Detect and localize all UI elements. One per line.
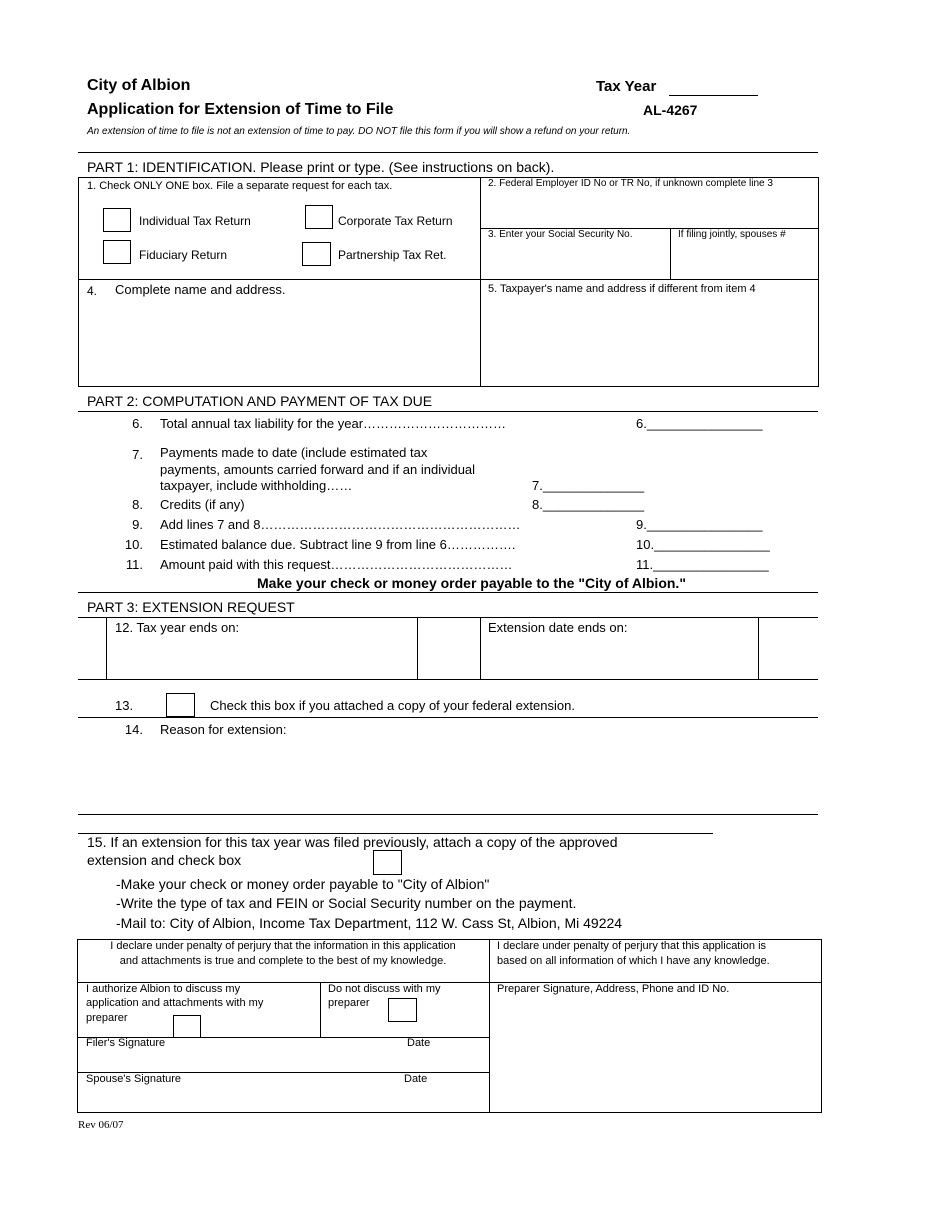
spouse-ssn-label: If filing jointly, spouses # — [678, 229, 786, 240]
line6-field[interactable]: 6.________________ — [636, 416, 763, 431]
line4-label: Complete name and address. — [115, 282, 286, 297]
grid-divider — [78, 279, 819, 280]
line14-number: 14. — [124, 722, 143, 737]
partnership-checkbox[interactable] — [302, 242, 331, 266]
part1-heading: PART 1: IDENTIFICATION. Please print or type. (See instructions on back). — [87, 159, 555, 175]
partnership-label: Partnership Tax Ret. — [338, 248, 447, 262]
grid-divider — [78, 617, 818, 618]
corporate-label: Corporate Tax Return — [338, 214, 453, 228]
extension-notice: An extension of time to file is not an extension of time to pay. DO NOT file this form if you will show a refund on your return. — [87, 126, 631, 137]
line7-label-3: taxpayer, include withholding…… — [160, 478, 353, 493]
revision-date: Rev 06/07 — [78, 1119, 124, 1131]
grid-divider — [489, 939, 490, 1113]
preparer-declaration-2: based on all information of which I have any knowledge. — [497, 955, 770, 967]
corporate-checkbox[interactable] — [305, 205, 333, 229]
line7-field[interactable]: 7.______________ — [532, 478, 645, 493]
grid-divider — [320, 982, 321, 1037]
grid-divider — [480, 617, 481, 679]
individual-label: Individual Tax Return — [139, 214, 251, 228]
line11-label: Amount paid with this request…………………………………… — [160, 557, 513, 572]
city-name: City of Albion — [87, 77, 191, 94]
line1-label: 1. Check ONLY ONE box. File a separate request for each tax. — [87, 180, 393, 192]
line8-label: Credits (if any) — [160, 497, 245, 512]
spouse-signature-label: Spouse's Signature — [86, 1073, 182, 1085]
no-discuss-text-1: Do not discuss with my — [328, 983, 441, 995]
line13-label: Check this box if you attached a copy of your federal extension. — [210, 698, 575, 713]
instruction-mail-to: -Mail to: City of Albion, Income Tax Department, 112 W. Cass St, Albion, Mi 49224 — [116, 915, 623, 931]
line8-field[interactable]: 8.______________ — [532, 497, 645, 512]
line10-field[interactable]: 10.________________ — [636, 537, 770, 552]
divider — [78, 717, 818, 718]
line9-label: Add lines 7 and 8…………………………………………………… — [160, 517, 521, 532]
grid-divider — [758, 617, 759, 679]
line15-text-1: 15. If an extension for this tax year was filed previously, attach a copy of the approved — [87, 834, 618, 850]
previous-extension-checkbox[interactable] — [373, 850, 402, 875]
tax-year-label: Tax Year — [596, 78, 657, 95]
preparer-declaration-1: I declare under penalty of perjury that this application is — [497, 940, 767, 952]
line6-label: Total annual tax liability for the year…………………………… — [160, 416, 507, 431]
line11-field[interactable]: 11.________________ — [636, 557, 769, 572]
line2-label: 2. Federal Employer ID No or TR No, if unknown complete line 3 — [488, 178, 773, 189]
line14-label: Reason for extension: — [160, 722, 287, 737]
grid-divider — [480, 177, 481, 387]
line5-label: 5. Taxpayer's name and address if different from item 4 — [488, 283, 756, 295]
form-number: AL-4267 — [643, 102, 698, 118]
part3-heading: PART 3: EXTENSION REQUEST — [87, 599, 295, 615]
payable-note: Make your check or money order payable to the "City of Albion." — [257, 575, 686, 591]
line11-number: 11. — [125, 557, 143, 572]
reason-field[interactable] — [78, 814, 818, 815]
authorize-text-1: I authorize Albion to discuss my — [86, 983, 241, 995]
individual-checkbox[interactable] — [103, 208, 131, 232]
line15-text-2: extension and check box — [87, 852, 242, 868]
divider — [78, 592, 818, 593]
grid-divider — [106, 617, 107, 679]
filer-signature-label: Filer's Signature — [86, 1037, 166, 1049]
line10-number: 10. — [124, 537, 143, 552]
line6-number: 6. — [132, 416, 143, 431]
divider — [78, 152, 818, 153]
grid-divider — [670, 228, 671, 279]
line9-field[interactable]: 9.________________ — [636, 517, 763, 532]
tax-year-field[interactable] — [669, 95, 758, 96]
line3-label: 3. Enter your Social Security No. — [488, 229, 633, 240]
authorize-text-2: application and attachments with my — [86, 997, 264, 1009]
authorize-discuss-checkbox[interactable] — [173, 1015, 201, 1038]
instruction-payable: -Make your check or money order payable to "City of Albion" — [116, 876, 490, 892]
authorize-text-3: preparer — [86, 1012, 128, 1024]
grid-divider — [78, 679, 818, 680]
part2-heading: PART 2: COMPUTATION AND PAYMENT OF TAX DUE — [87, 393, 433, 409]
extension-date-label: Extension date ends on: — [488, 620, 628, 635]
federal-extension-checkbox[interactable] — [166, 693, 195, 717]
instruction-write-tax-type: -Write the type of tax and FEIN or Social Security number on the payment. — [116, 895, 577, 911]
no-discuss-checkbox[interactable] — [388, 998, 417, 1022]
line13-number: 13. — [115, 698, 134, 713]
line7-number: 7. — [132, 447, 143, 462]
line8-number: 8. — [132, 497, 143, 512]
line4-number: 4. — [87, 284, 98, 298]
filer-declaration-2: and attachments is true and complete to the best of my knowledge. — [119, 955, 447, 967]
preparer-signature-label: Preparer Signature, Address, Phone and ID No. — [497, 983, 730, 995]
grid-divider — [417, 617, 418, 679]
line12-label: 12. Tax year ends on: — [115, 620, 240, 635]
line7-label-2: payments, amounts carried forward and if an individual — [160, 462, 476, 477]
form-title: Application for Extension of Time to File — [87, 101, 394, 118]
line10-label: Estimated balance due. Subtract line 9 from line 6……………. — [160, 537, 516, 552]
fiduciary-checkbox[interactable] — [103, 240, 131, 264]
filer-declaration-1: I declare under penalty of perjury that the information in this application — [110, 940, 456, 952]
no-discuss-text-2: preparer — [328, 997, 370, 1009]
fiduciary-label: Fiduciary Return — [139, 248, 228, 262]
line7-label-1: Payments made to date (include estimated tax — [160, 445, 428, 460]
spouse-date-label: Date — [404, 1073, 428, 1085]
divider — [78, 411, 818, 412]
filer-date-label: Date — [407, 1037, 431, 1049]
line9-number: 9. — [132, 517, 143, 532]
